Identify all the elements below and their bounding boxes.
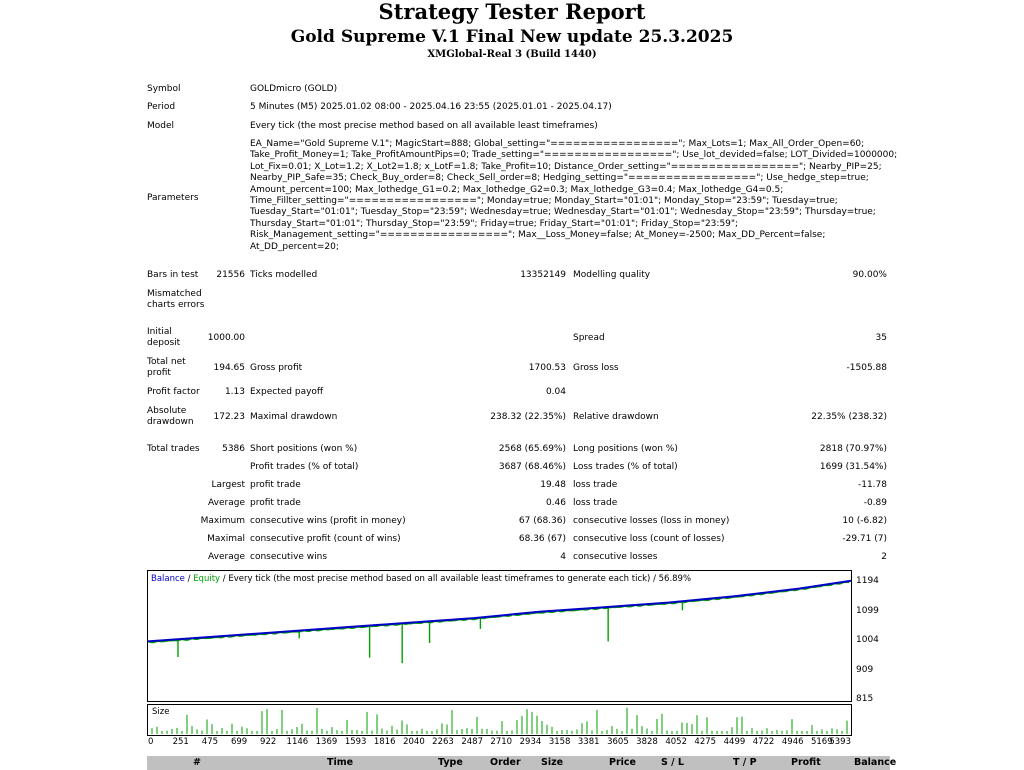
max-consecutive-losses-label: consecutive losses (loss in money)	[573, 516, 730, 526]
maximal-consecutive-loss-label: consecutive loss (count of losses)	[573, 534, 725, 544]
quality-value: 90.00%	[852, 270, 887, 280]
table-header-cell: Balance	[854, 757, 897, 768]
table-header-cell: #	[193, 757, 201, 768]
symbol-value: GOLDmicro (GOLD)	[250, 84, 338, 94]
balance-equity-svg	[148, 571, 851, 701]
chart-legend	[151, 574, 691, 584]
x-tick-label: 251	[172, 737, 189, 747]
profit-factor-label: Profit factor	[147, 387, 200, 397]
x-tick-label: 699	[230, 737, 248, 747]
y-tick-label: 1194	[856, 576, 879, 586]
x-tick-label: 5169	[810, 737, 833, 747]
table-header-cell: T / P	[733, 757, 757, 768]
loss-trades-value: 1699 (31.54%)	[819, 462, 887, 472]
legend-separator: /	[184, 574, 194, 584]
max-consecutive-wins-label: consecutive wins (profit in money)	[250, 516, 406, 526]
x-tick-label: 2487	[461, 737, 484, 747]
x-tick-label: 1146	[286, 737, 309, 747]
mismatch-label-2: charts errors	[147, 300, 205, 310]
x-tick-label: 5393	[829, 737, 851, 747]
model-label: Model	[147, 121, 175, 131]
ticks-value: 13352149	[520, 270, 566, 280]
short-positions-value: 2568 (65.69%)	[498, 444, 566, 454]
table-header-cell: Size	[541, 757, 564, 768]
model-value: Every tick (the most precise method based on all available least timeframes)	[250, 121, 598, 131]
x-tick-label: 3158	[548, 737, 571, 747]
x-tick-label: 4499	[723, 737, 746, 747]
average-profit-value: 0.46	[545, 498, 566, 508]
total-trades-label: Total trades	[147, 444, 200, 454]
spread-value: 35	[875, 333, 887, 343]
balance-series-line	[148, 581, 851, 642]
profit-trades-label: Profit trades (% of total)	[250, 462, 359, 472]
parameters-line: Nearby_PIP_Safe=35; Check_Buy_order=8; Check_Sell_order=8; Hedging_setting="================="; Use_hedge_step=true;	[250, 173, 869, 184]
table-header-cell: Type	[438, 757, 463, 768]
gross-loss-value: -1505.88	[846, 363, 887, 373]
y-tick-label: 909	[856, 664, 874, 675]
mismatch-label-1: Mismatched	[147, 289, 202, 299]
gross-profit-value: 1700.53	[528, 363, 566, 373]
largest-profit-value: 19.48	[540, 480, 566, 490]
absolute-drawdown-label-2: drawdown	[147, 417, 194, 427]
server-name: XMGlobal-Real 3 (Build 1440)	[427, 49, 597, 60]
report-title: Strategy Tester Report	[378, 0, 646, 24]
x-tick-label: 4946	[781, 737, 804, 747]
x-tick-label: 1369	[315, 737, 338, 747]
maximal-consecutive-loss-value: -29.71 (7)	[842, 534, 887, 544]
parameters-line: Time_Fillter_setting="================="; Monday=true; Monday_Start="01:01"; Monday_Stop="23:59"; Tuesday=true;	[250, 196, 838, 207]
quality-label: Modelling quality	[573, 270, 651, 280]
average-consecutive-wins-value: 4	[560, 552, 566, 562]
bars-label: Bars in test	[147, 270, 199, 280]
loss-trades-label: Loss trades (% of total)	[573, 462, 678, 472]
spread-label: Spread	[573, 333, 605, 343]
maximal-label: Maximal	[207, 534, 245, 544]
legend-balance: Balance	[151, 574, 185, 584]
expected-payoff-label: Expected payoff	[250, 387, 324, 397]
average-profit-label: profit trade	[250, 498, 301, 508]
parameters-label: Parameters	[147, 193, 199, 203]
parameters-line: Tuesday_Start="01:01"; Tuesday_Stop="23:59"; Wednesday=true; Wednesday_Start="01:01"; Wednesday_Stop="23:59"; Thursday=true;	[250, 207, 876, 218]
period-label: Period	[147, 102, 176, 112]
x-tick-label: 475	[201, 737, 219, 747]
legend-equity: Equity	[193, 574, 221, 584]
gross-profit-label: Gross profit	[250, 363, 303, 373]
parameters-value	[250, 139, 898, 253]
x-tick-label: 2040	[403, 737, 425, 747]
deposit-label-2: deposit	[147, 338, 181, 348]
average-loss-label: loss trade	[573, 498, 618, 508]
x-tick-label: 3381	[577, 737, 600, 747]
profit-factor-value: 1.13	[224, 387, 245, 397]
net-profit-label-1: Total net	[147, 357, 186, 367]
parameters-line: Take_Profit_Money=1; Take_ProfitAmountPips=0; Trade_setting="================="; Use_lot_devided=false; LOT_Divided=1000000;	[250, 150, 898, 161]
parameters-line: Thursday_Start="01:01"; Thursday_Stop="23:59"; Friday=true; Friday_Start="01:01"; Friday_Stop="23:59";	[250, 218, 739, 229]
y-tick-label: 815	[856, 694, 874, 704]
x-tick-label: 2263	[432, 737, 454, 747]
size-chart-svg	[148, 705, 851, 735]
table-header-cell: Price	[609, 757, 636, 768]
relative-drawdown-value: 22.35% (238.32)	[811, 412, 887, 422]
x-tick-label: 4052	[665, 737, 688, 747]
average-loss-value: -0.89	[863, 498, 887, 508]
deposit-label-1: Initial	[147, 327, 172, 337]
largest-loss-value: -11.78	[857, 480, 887, 490]
size-chart	[147, 704, 852, 736]
report-subtitle: Gold Supreme V.1 Final New update 25.3.2025	[290, 27, 734, 47]
relative-drawdown-label: Relative drawdown	[573, 412, 659, 422]
x-tick-label: 3828	[636, 737, 658, 747]
average-consecutive-losses-label: consecutive losses	[573, 552, 658, 562]
table-header-cell: S / L	[661, 757, 684, 768]
average-consecutive-losses-value: 2	[881, 552, 887, 562]
total-trades-value: 5386	[222, 444, 245, 454]
maximal-drawdown-value: 238.32 (22.35%)	[490, 412, 566, 422]
max-consecutive-losses-value: 10 (-6.82)	[842, 516, 887, 526]
largest-label: Largest	[211, 480, 245, 490]
gross-loss-label: Gross loss	[573, 363, 619, 373]
x-tick-label: 3605	[607, 737, 629, 747]
x-tick-label: 2934	[519, 737, 542, 747]
y-tick-label: 1004	[856, 635, 879, 646]
x-tick-label: 922	[260, 737, 277, 747]
deposit-value: 1000.00	[207, 333, 245, 343]
table-header-cell: Order	[490, 757, 521, 768]
average-label: Average	[208, 498, 245, 508]
parameters-line: EA_Name="Gold Supreme V.1"; MagicStart=888; Global_setting="================="; Max_Lots=1; Max_All_Order_Open=60;	[250, 139, 865, 149]
table-header-cell: Profit	[791, 757, 821, 768]
largest-profit-label: profit trade	[250, 480, 301, 490]
table-header-cell: Time	[327, 757, 354, 768]
x-tick-label: 4722	[752, 737, 775, 747]
symbol-label: Symbol	[147, 84, 181, 94]
max-consecutive-wins-value: 67 (68.36)	[518, 516, 566, 526]
balance-equity-chart	[147, 570, 852, 702]
period-value: 5 Minutes (M5) 2025.01.02 08:00 - 2025.04.16 23:55 (2025.01.01 - 2025.04.17)	[250, 102, 612, 112]
x-tick-label: 4275	[694, 737, 717, 747]
parameters-line: Lot_Fix=0.01; X_Lot=1.2; X_Lot2=1.8; x_LotF=1.8; Take_Profit=10; Distance_Order_setting="================="; Nearby_PIP=25;	[250, 161, 882, 172]
y-tick-label: 1099	[856, 605, 879, 616]
long-positions-label: Long positions (won %)	[573, 444, 678, 454]
average-consecutive-wins-label: consecutive wins	[250, 552, 328, 562]
maximal-consecutive-profit-value: 68.36 (67)	[518, 534, 566, 544]
net-profit-value: 194.65	[213, 363, 245, 373]
net-profit-label-2: profit	[147, 368, 171, 378]
long-positions-value: 2818 (70.97%)	[819, 444, 887, 454]
size-chart-label: Size	[152, 707, 170, 717]
parameters-line: Amount_percent=100; Max_lothedge_G1=0.2; Max_lothedge_G2=0.3; Max_lothedge_G3=0.4; Max_lothedge_G4=0.5;	[250, 184, 784, 195]
average-consecutive-label: Average	[208, 552, 245, 562]
profit-trades-value: 3687 (68.46%)	[498, 462, 566, 472]
largest-loss-label: loss trade	[573, 480, 618, 490]
absolute-drawdown-value: 172.23	[213, 412, 245, 422]
maximum-label: Maximum	[200, 516, 245, 526]
x-tick-label: 2710	[490, 737, 513, 747]
expected-payoff-value: 0.04	[545, 387, 566, 397]
bars-value: 21556	[216, 270, 245, 280]
x-tick-label: 0	[148, 737, 154, 747]
maximal-consecutive-profit-label: consecutive profit (count of wins)	[250, 534, 401, 544]
x-tick-label: 1816	[373, 737, 396, 747]
x-tick-label: 1593	[344, 737, 367, 747]
ticks-label: Ticks modelled	[250, 270, 318, 280]
legend-description: / Every tick (the most precise method based on all available least timeframes to generate each tick) / 56.89%	[220, 574, 692, 584]
short-positions-label: Short positions (won %)	[250, 444, 358, 454]
absolute-drawdown-label-1: Absolute	[147, 406, 187, 416]
parameters-line: At_DD_percent=20;	[250, 241, 339, 252]
parameters-line: Risk_Management_setting="================="; Max__Loss_Money=false; At_Money=-2500; Max_DD_Percent=false;	[250, 230, 826, 241]
maximal-drawdown-label: Maximal drawdown	[250, 412, 338, 422]
